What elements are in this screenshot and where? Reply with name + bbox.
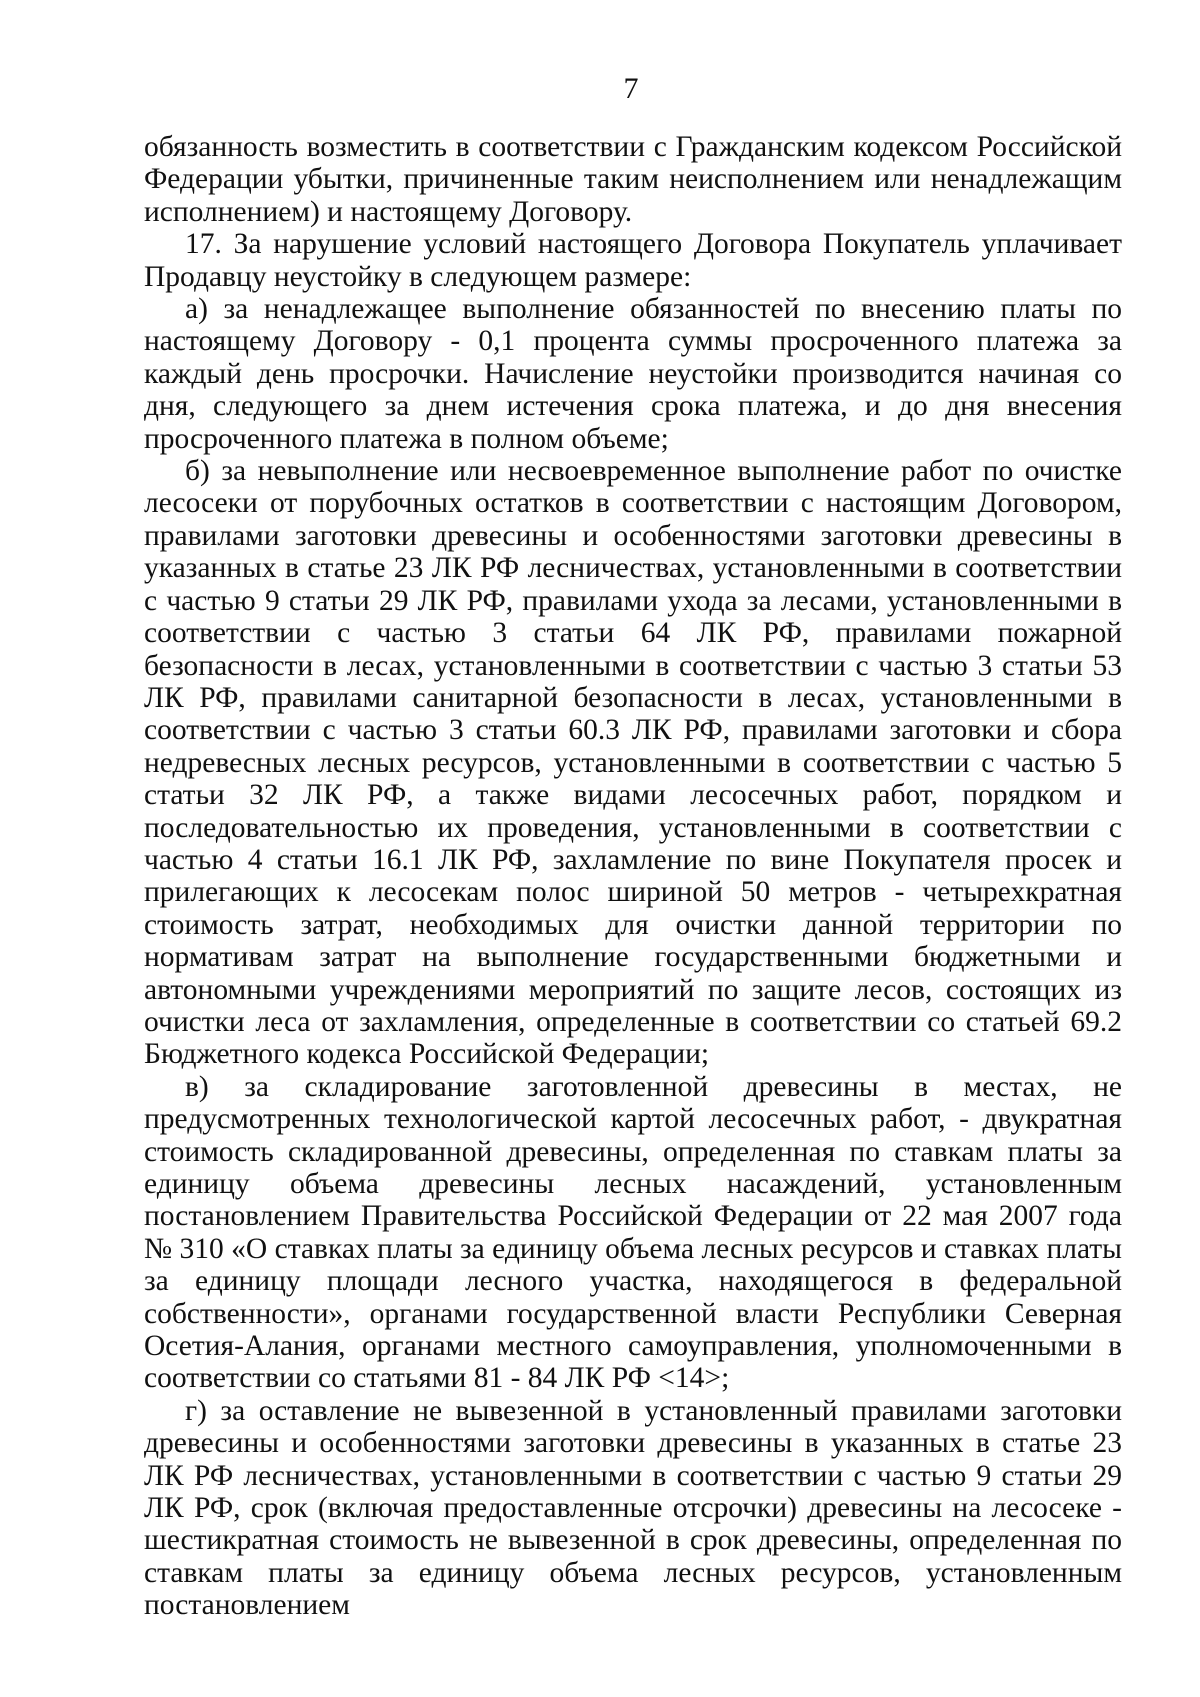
paragraph-clause-17: 17. За нарушение условий настоящего Договора Покупатель уплачивает Продавцу неустойку в следующем размере: bbox=[144, 228, 1122, 293]
body-text bbox=[144, 131, 1122, 1622]
paragraph-item-b: б) за невыполнение или несвоевременное выполнение работ по очистке лесосеки от порубочных остатков в соответствии с настоящим Договором, правилами заготовки древесины и особенностями заготовки древесины в указанных в статье 23 ЛК РФ лесничествах, установленными в соответствии с частью 9 статьи 29 ЛК РФ, правилами ухода за лесами, установленными в соответствии с частью 3 статьи 64 ЛК РФ, правилами пожарной безопасности в лесах, установленными в соответствии с частью 3 статьи 53 ЛК РФ, правилами санитарной безопасности в лесах, установленными в соответствии с частью 3 статьи 60.3 ЛК РФ, правилами заготовки и сбора недревесных лесных ресурсов, установленными в соответствии с частью 5 статьи 32 ЛК РФ, а также видами лесосечных работ, порядком и последовательностью их проведения, установленными в соответствии с частью 4 статьи 16.1 ЛК РФ, захламление по вине Покупателя просек и прилегающих к лесосекам полос шириной 50 метров - четырехкратная стоимость затрат, необходимых для очистки данной территории по нормативам затрат на выполнение государственными бюджетными и автономными учреждениями мероприятий по защите лесов, состоящих из очистки леса от захламления, определенные в соответствии со статьей 69.2 Бюджетного кодекса Российской Федерации; bbox=[144, 455, 1122, 1071]
paragraph-item-v: в) за складирование заготовленной древесины в местах, не предусмотренных технологической картой лесосечных работ, - двукратная стоимость складированной древесины, определенная по ставкам платы за единицу объема древесины лесных насаждений, установленным постановлением Правительства Российской Федерации от 22 мая 2007 года № 310 «О ставках платы за единицу объема лесных ресурсов и ставках платы за единицу площади лесного участка, находящегося в федеральной собственности», органами государственной власти Республики Северная Осетия-Алания, органами местного самоуправления, уполномоченными в соответствии со статьями 81 - 84 ЛК РФ <14>; bbox=[144, 1070, 1122, 1395]
paragraph-item-g: г) за оставление не вывезенной в установленный правилами заготовки древесины и особенностями заготовки древесины в указанных в статье 23 ЛК РФ лесничествах, установленными в соответствии с частью 9 статьи 29 ЛК РФ, срок (включая предоставленные отсрочки) древесины на лесосеке - шестикратная стоимость не вывезенной в срок древесины, определенная по ставкам платы за единицу объема лесных ресурсов, установленным постановлением bbox=[144, 1394, 1122, 1622]
paragraph-item-a: а) за ненадлежащее выполнение обязанностей по внесению платы по настоящему Договору - 0,1 процента суммы просроченного платежа за каждый день просрочки. Начисление неустойки производится начиная со дня, следующего за днем истечения срока платежа, и до дня внесения просроченного платежа в полном объеме; bbox=[144, 293, 1122, 455]
page-number: 7 bbox=[623, 72, 639, 105]
paragraph-continuation: обязанность возместить в соответствии с Гражданским кодексом Российской Федерации убытки, причиненные таким неисполнением или ненадлежащим исполнением) и настоящему Договору. bbox=[144, 131, 1122, 228]
